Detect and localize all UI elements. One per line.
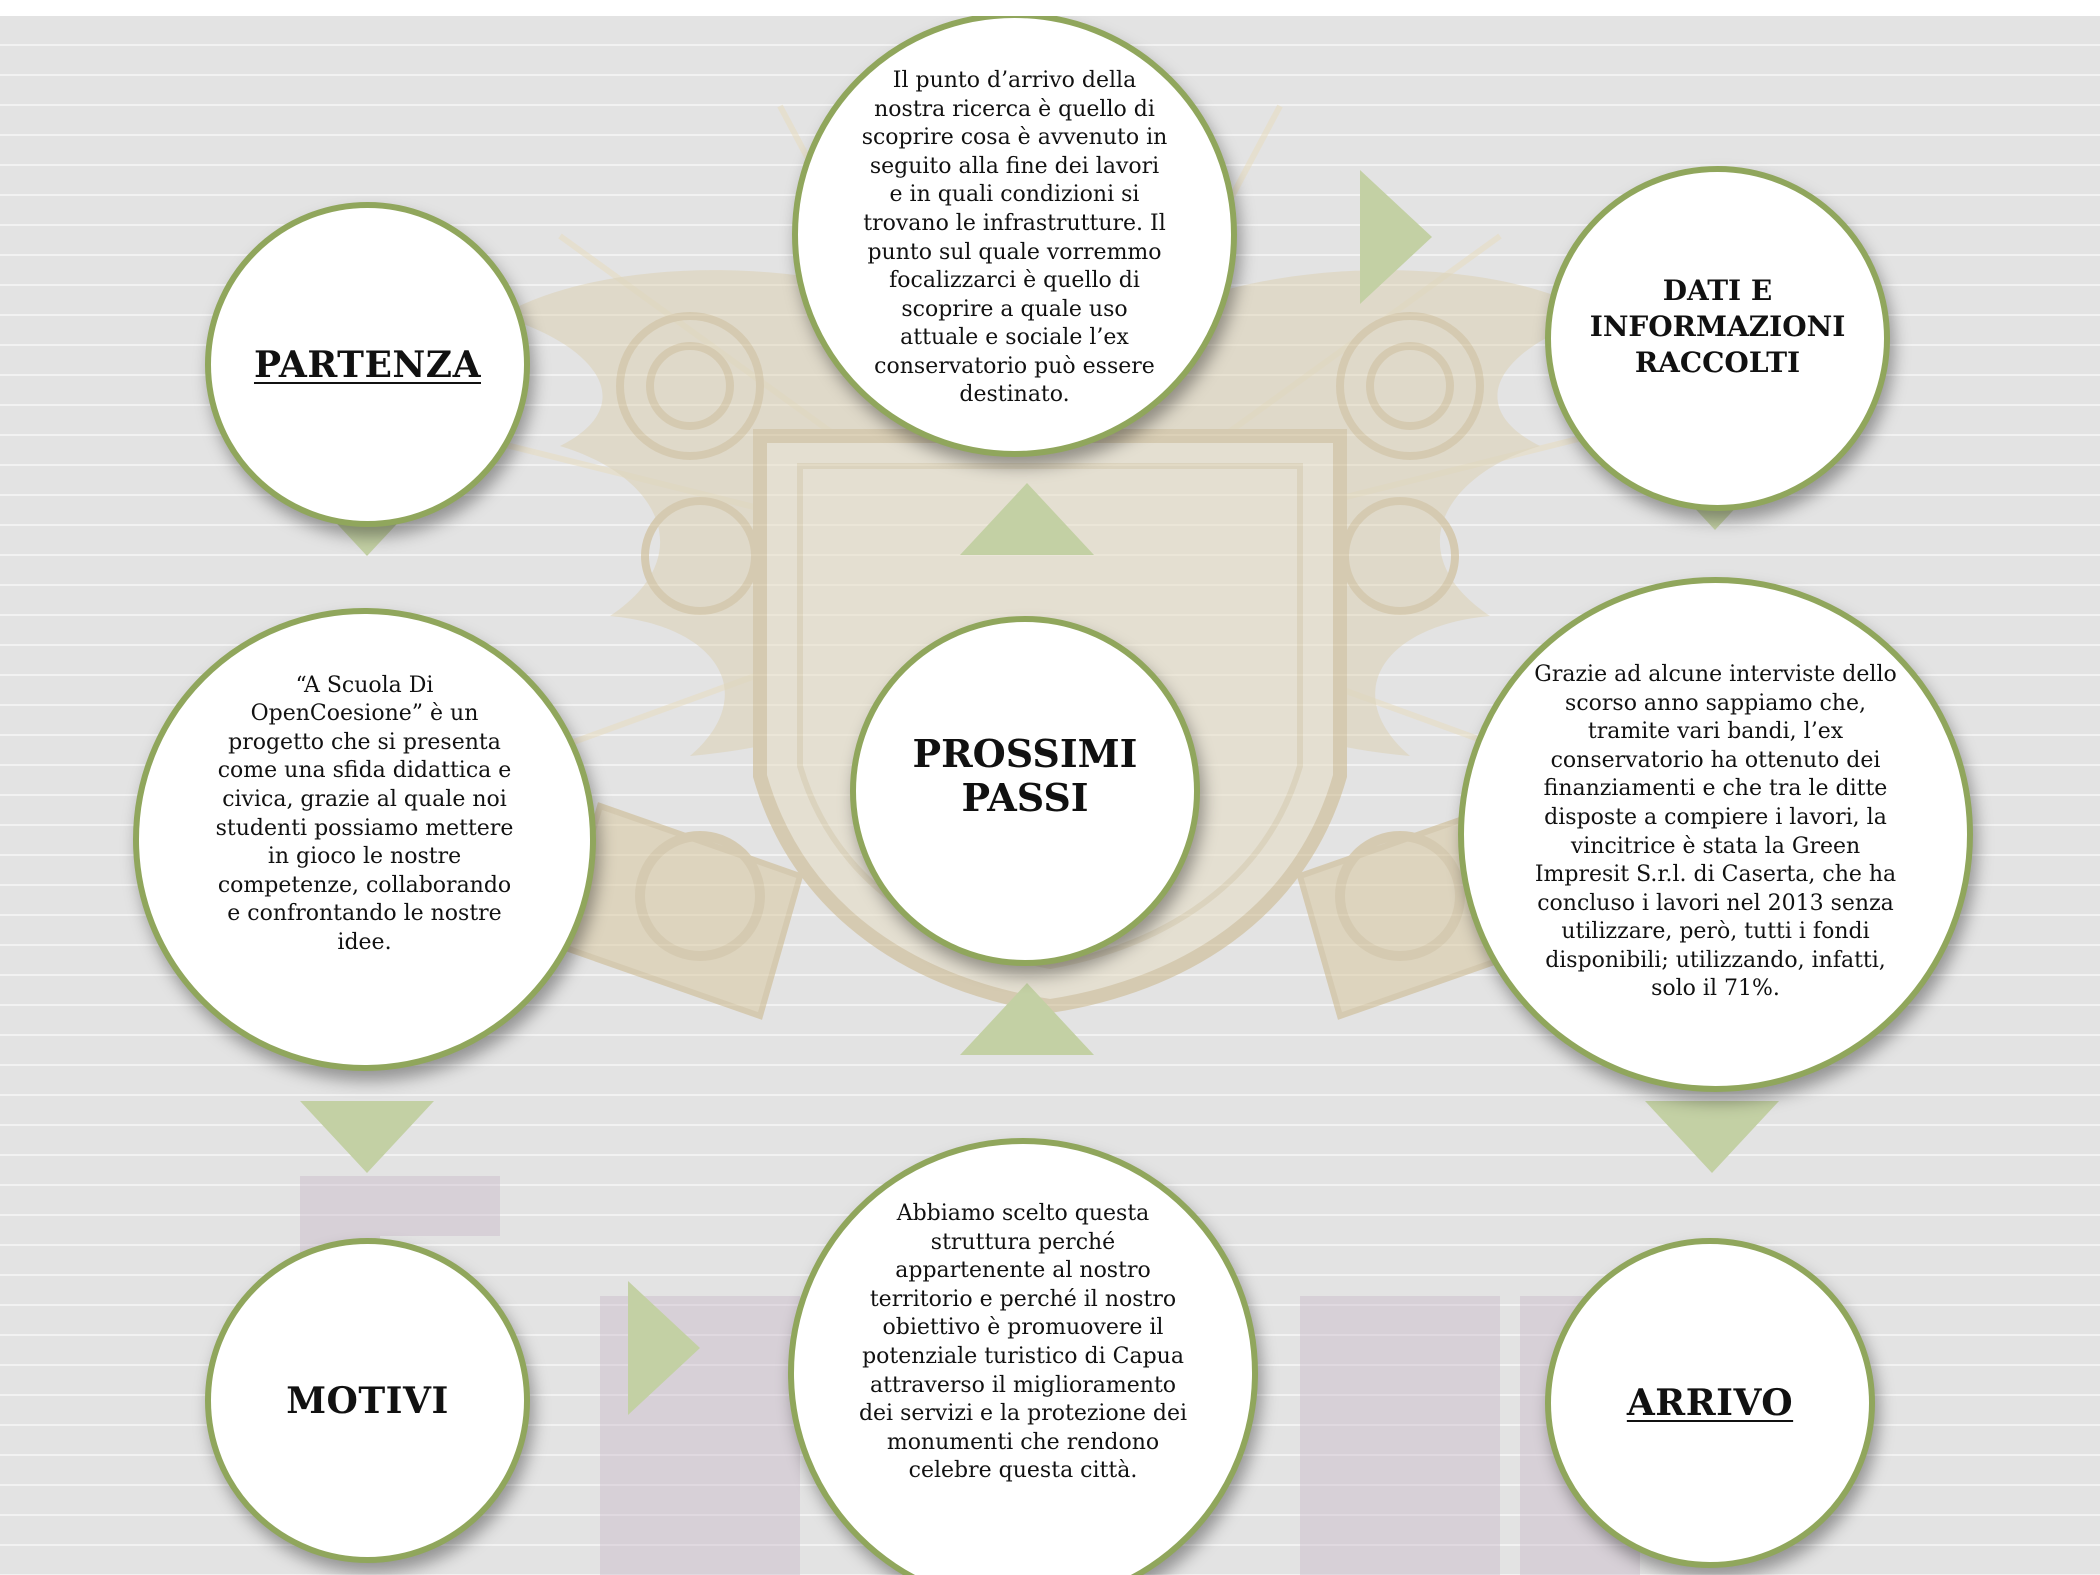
diagram-canvas — [0, 16, 2100, 1575]
interviste-text: Grazie ad alcune interviste dello scorso anno sappiamo che, tramite vari bandi, l’ex conservatorio ha ottenuto dei finanziamenti e che tra le ditte disposte a compiere i lavori, la vincitrice è stata la Green Impresit S.r.l. di Caserta, che ha concluso i lavori nel 2013 senza utilizzare, però, tutti i fondi disponibili; utilizzando, infatti, solo il 71%. — [1534, 661, 1897, 1002]
arrow-scelta-to-prossimi — [960, 983, 1094, 1055]
prossimi-passi-title: PROSSIMI PASSI — [912, 731, 1138, 820]
arrow-progetto-to-motivi — [300, 1101, 434, 1173]
arrow-interviste-to-arrivo — [1645, 1101, 1779, 1173]
arrivo-circle — [1545, 1238, 1875, 1568]
scelta-circle — [788, 1138, 1258, 1575]
partenza-circle — [205, 202, 530, 527]
dati-title: DATI E INFORMAZIONI RACCOLTI — [1589, 273, 1846, 379]
scelta-text: Abbiamo scelto questa struttura perché appartenente al nostro territorio e perché il nostro obiettivo è promuovere il potenziale turistico di Capua attraverso il miglioramento dei servizi e la protezione dei monumenti che rendono celebre questa città. — [858, 1201, 1188, 1484]
motivi-title: MOTIVI — [286, 1379, 449, 1422]
arrow-prossimi-to-ricerca — [960, 483, 1094, 555]
arrow-ricerca-to-dati — [1360, 170, 1432, 304]
arrow-motivi-to-scelta — [628, 1281, 700, 1415]
dati-circle — [1545, 166, 1890, 511]
prossimi-passi-circle — [850, 616, 1200, 966]
arrivo-title: ARRIVO — [1626, 1382, 1794, 1424]
progetto-text: “A Scuola Di OpenCoesione” è un progetto che si presenta come una sfida didattica e civica, grazie al quale noi studenti possiamo mettere in gioco le nostre competenze, collaborando e confrontando le nostre idee. — [215, 672, 514, 955]
interviste-circle — [1458, 577, 1973, 1092]
ricerca-circle — [792, 16, 1237, 457]
partenza-title: PARTENZA — [253, 343, 481, 386]
motivi-circle — [205, 1238, 530, 1563]
progetto-circle — [133, 608, 596, 1071]
ricerca-text: Il punto d’arrivo della nostra ricerca è quello di scoprire cosa è avvenuto in seguito alla fine dei lavori e in quali condizioni si trovano le infrastrutture. Il punto sul quale vorremmo focalizzarci è quello di scoprire a quale uso attuale e sociale l’ex conservatorio può essere destinato. — [861, 67, 1168, 408]
